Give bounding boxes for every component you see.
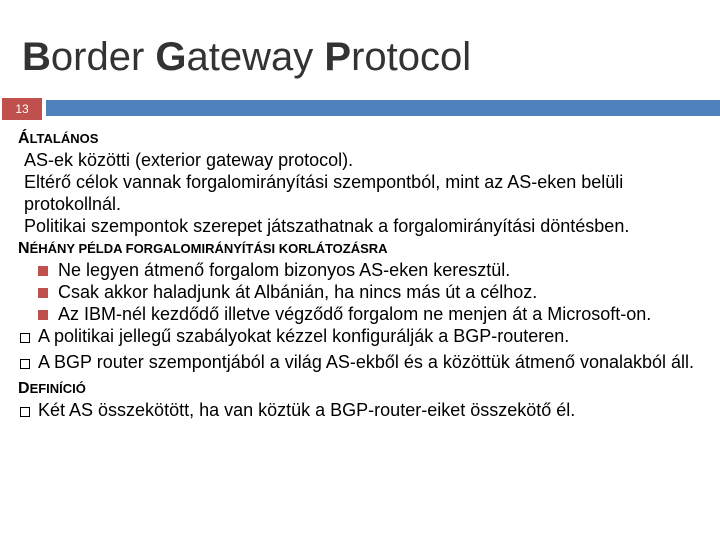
list-item: A politikai jellegű szabályokat kézzel konfigurálják a BGP-routeren. bbox=[18, 325, 718, 351]
list-item: A BGP router szempontjából a világ AS-ekből és a közöttük átmenő vonalakból áll. bbox=[18, 351, 718, 377]
list-item: Két AS összekötött, ha van köztük a BGP-router-eiket összekötő él. bbox=[18, 399, 718, 425]
sub-list-item: Csak akkor haladjunk át Albánián, ha nincs más út a célhoz. bbox=[18, 281, 718, 303]
square-bullet-icon bbox=[38, 303, 58, 325]
list-item: AS-ek közötti (exterior gateway protocol). bbox=[24, 150, 354, 170]
slide-title-part: order bbox=[50, 35, 156, 79]
list-item: Politikai szempontok szerepet játszathatnak a forgalomirányítási döntésben. bbox=[24, 216, 630, 236]
sub-list-item: Az IBM-nél kezdődő illetve végződő forgalom ne menjen át a Microsoft-on. bbox=[18, 303, 718, 325]
slide-title-part: B bbox=[22, 35, 51, 79]
slide-title-part: rotocol bbox=[351, 35, 472, 79]
slide-content bbox=[18, 127, 718, 425]
hollow-square-bullet-icon bbox=[20, 325, 38, 351]
title-divider-bar bbox=[46, 100, 720, 116]
slide-title-part: G bbox=[155, 35, 187, 79]
section-heading-examples: NÉHÁNY PÉLDA FORGALOMIRÁNYÍTÁSI KORLÁTOZÁSRA bbox=[18, 240, 388, 257]
hollow-square-bullet-icon bbox=[20, 399, 38, 425]
slide-number: 13 bbox=[2, 98, 42, 120]
square-bullet-icon bbox=[38, 259, 58, 281]
section-heading-definition: DEFINÍCIÓ bbox=[18, 380, 86, 397]
square-bullet-icon bbox=[38, 281, 58, 303]
sub-list-item: Ne legyen átmenő forgalom bizonyos AS-eken keresztül. bbox=[18, 259, 718, 281]
slide-title bbox=[22, 34, 471, 80]
list-item: Eltérő célok vannak forgalomirányítási szempontból, mint az AS-eken belüli protokollnál. bbox=[24, 172, 624, 214]
slide-title-part: ateway bbox=[186, 35, 325, 79]
slide-title-part: P bbox=[324, 35, 352, 79]
hollow-square-bullet-icon bbox=[20, 351, 38, 377]
section-heading-general: ÁLTALÁNOS bbox=[18, 130, 99, 147]
